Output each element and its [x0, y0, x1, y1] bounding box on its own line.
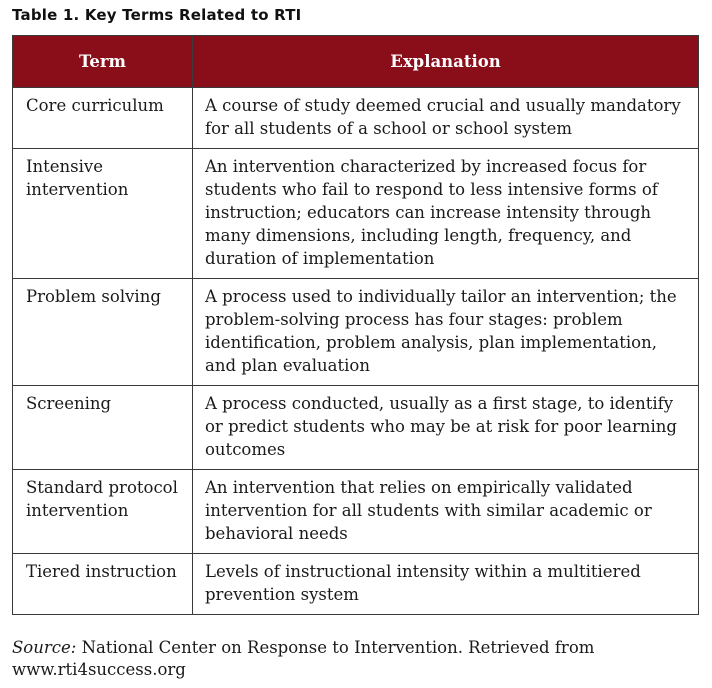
explanation-cell: An intervention that relies on empirically validated intervention for all students with similar academic or behavioral needs [193, 470, 699, 554]
explanation-cell: A process conducted, usually as a first stage, to identify or predict students who may be at risk for poor learning outcomes [193, 386, 699, 470]
table-row [13, 279, 699, 386]
term-cell: Core curriculum [13, 88, 193, 149]
source-note [12, 637, 702, 681]
term-cell: Standard protocol intervention [13, 470, 193, 554]
source-label: Source: [12, 638, 77, 657]
column-header-term: Term [13, 36, 193, 88]
table-row [13, 554, 699, 615]
source-text: National Center on Response to Intervention. Retrieved from www.rti4success.org [12, 638, 595, 679]
term-cell: Screening [13, 386, 193, 470]
explanation-cell: Levels of instructional intensity within a multitiered prevention system [193, 554, 699, 615]
explanation-cell: A process used to individually tailor an intervention; the problem-solving process has four stages: problem identification, problem analysis, plan implementation, and plan evaluation [193, 279, 699, 386]
table-row [13, 149, 699, 279]
term-cell: Problem solving [13, 279, 193, 386]
explanation-cell: An intervention characterized by increased focus for students who fail to respond to less intensive forms of instruction; educators can increase intensity through many dimensions, including length, frequency, and duration of implementation [193, 149, 699, 279]
table-title: Table 1. Key Terms Related to RTI [12, 6, 302, 24]
column-header-explanation: Explanation [193, 36, 699, 88]
table-row [13, 470, 699, 554]
key-terms-table [12, 35, 699, 615]
table-row [13, 386, 699, 470]
term-cell: Tiered instruction [13, 554, 193, 615]
term-cell: Intensive intervention [13, 149, 193, 279]
table-header-row [13, 36, 699, 88]
explanation-cell: A course of study deemed crucial and usually mandatory for all students of a school or school system [193, 88, 699, 149]
table-row [13, 88, 699, 149]
